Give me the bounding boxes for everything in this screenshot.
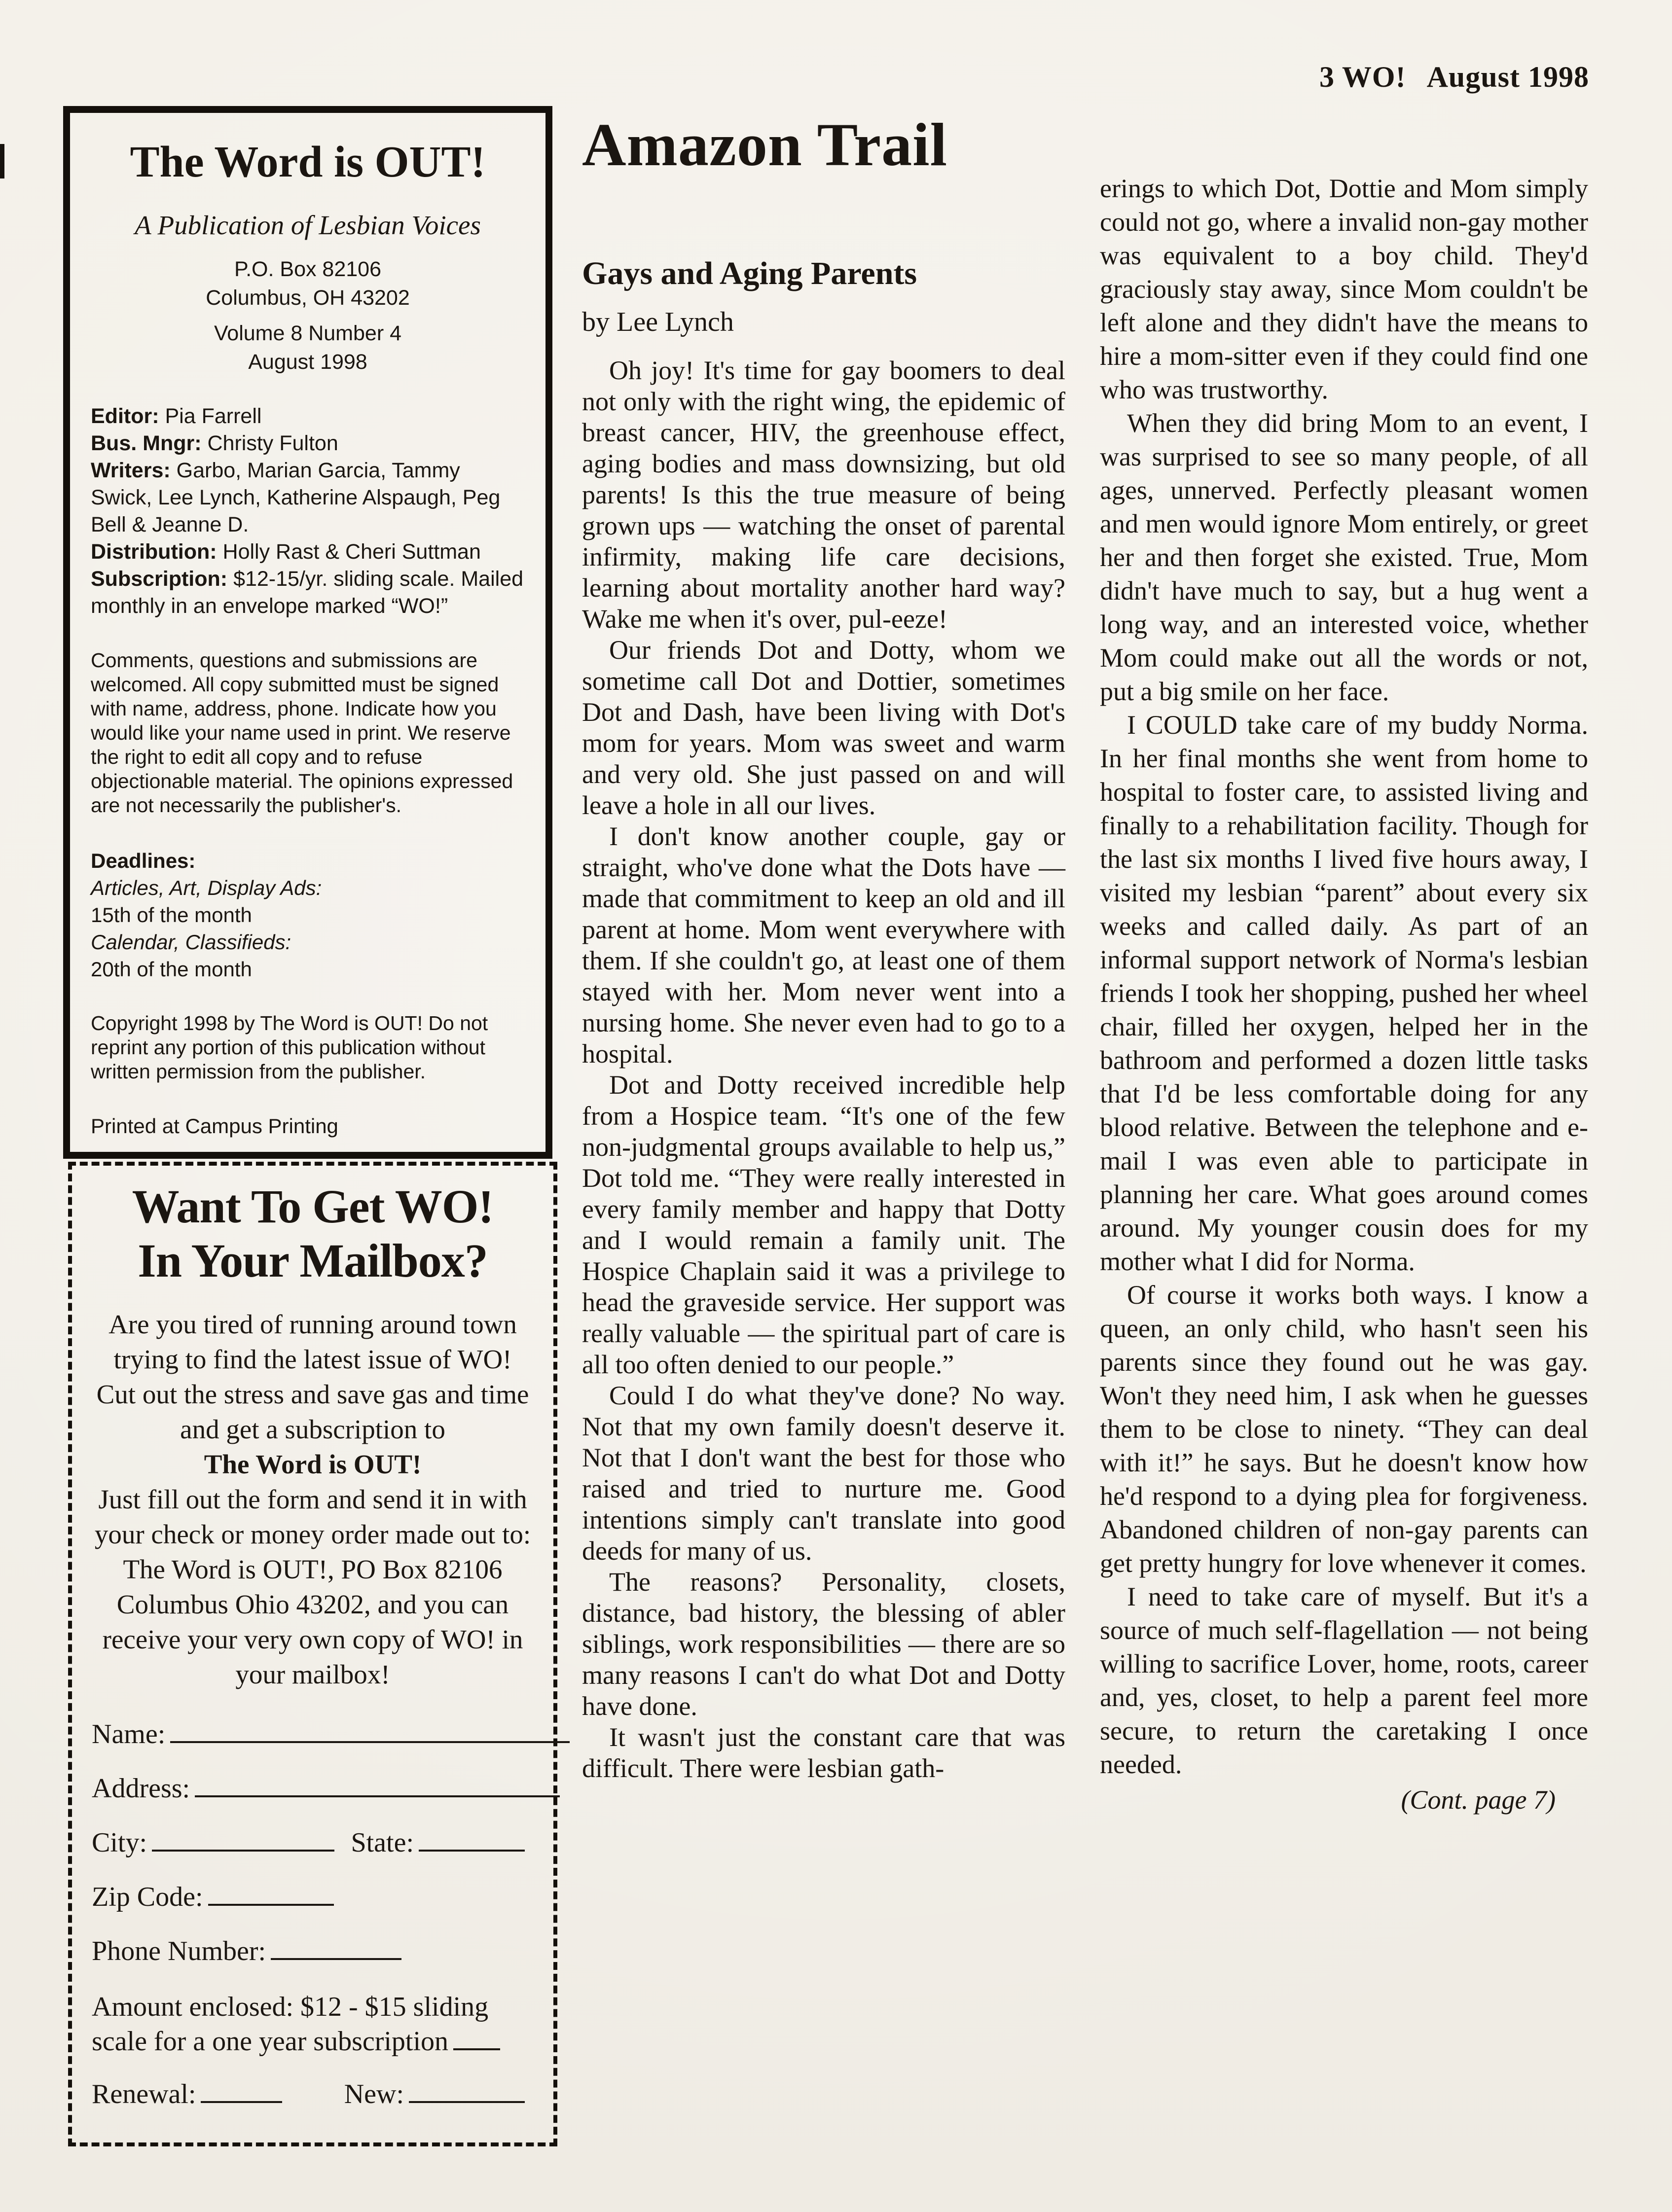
state-blank xyxy=(419,1850,525,1852)
subscription-coupon xyxy=(68,1162,557,2146)
form-field-renewal-new xyxy=(92,2078,534,2110)
zip-label: Zip Code: xyxy=(92,1882,203,1912)
publication-subtitle: A Publication of Lesbian Voices xyxy=(135,210,481,240)
state-label: State: xyxy=(351,1827,414,1858)
staff-list xyxy=(91,403,525,620)
printer-credit: Printed at Campus Printing xyxy=(91,1114,338,1138)
staff-line-editor: Editor: Pia Farrell xyxy=(91,404,262,428)
article-column-2 xyxy=(1100,172,1588,1817)
deadline-category: Articles, Art, Display Ads: xyxy=(91,876,322,899)
renewal-label: Renewal: xyxy=(92,2079,196,2109)
zip-blank xyxy=(208,1904,334,1906)
page-number: 3 WO! xyxy=(1319,61,1406,93)
scan-edge-artifact xyxy=(0,144,4,178)
deadline-date: 15th of the month xyxy=(91,903,252,927)
coupon-instructions: Just fill out the form and send it in with your check or money order made out to: The Word is OUT!, PO Box 82106 Columbus Ohio 43202, and you can receive your very own copy of WO! in your mailbox! xyxy=(94,1484,531,1689)
article-subtitle: Gays and Aging Parents xyxy=(582,255,917,291)
coupon-pitch: Are you tired of running around town trying to find the latest issue of WO! Cut out the stress and save gas and time and get a subscription to xyxy=(96,1309,529,1444)
form-field-city-state xyxy=(92,1827,534,1858)
renewal-group xyxy=(92,2078,282,2110)
address-blank xyxy=(195,1795,560,1797)
article-paragraph: Our friends Dot and Dotty, whom we sometime call Dot and Dottier, sometimes Dot and Dash, have been living with Dot's mom for years. Mom was sweet and warm and very old. She just passed on and will leave a hole in all our lives. xyxy=(582,635,1065,820)
city-group xyxy=(92,1827,334,1858)
form-field-amount xyxy=(92,1990,534,2059)
address-line: Columbus, OH 43202 xyxy=(206,286,410,310)
article-paragraph: I don't know another couple, gay or straight, who've done what the Dots have — made that commitment to keep an old and ill parent at home. Mom went everywhere with them. If she couldn't go, at least one of them stayed with her. Mom never went into a nursing home. She never even had to go to a hospital. xyxy=(582,821,1065,1069)
article-byline: by Lee Lynch xyxy=(582,307,734,337)
staff-line-distribution: Distribution: Holly Rast & Cheri Suttman xyxy=(91,540,481,564)
article-paragraph: erings to which Dot, Dottie and Mom simply could not go, where a invalid non-gay mother was equivalent to a boy child. They'd graciously stay away, since Mom couldn't be left alone and they didn't have the means to hire a mom-sitter even if they could find one who was trustworthy. xyxy=(1100,174,1588,404)
article-paragraph: I COULD take care of my buddy Norma. In her final months she went from home to hospital to foster care, to assisted living and finally to a rehabilitation facility. Though for the last six months I lived five hours away, I visited my lesbian “parent” about every six weeks and called daily. As part of an informal support network of Norma's lesbian friends I took her shopping, pushed her wheel chair, filled her oxygen, helped her in the bathroom and performed a dozen little tasks that I'd be less comfortable doing for any blood relative. Between the telephone and e-mail I was even able to participate in planning her care. What goes around comes around. My younger cousin does for my mother what I did for Norma. xyxy=(1100,710,1588,1276)
coupon-title xyxy=(92,1179,534,1288)
amount-blank xyxy=(453,2048,500,2050)
submissions-policy: Comments, questions and submissions are welcomed. All copy submitted must be signed with name, address, phone. Indicate how you would like your name used in print. We reserve the right to edit all copy and to refuse objectionable material. The opinions expressed are not necessarily the publisher's. xyxy=(91,649,513,817)
article-paragraph: I need to take care of myself. But it's a source of much self-flagellation — not being willing to sacrifice Lover, home, roots, career and, yes, closet, to help a parent feel more secure, to return the caretaking I once needed. xyxy=(1100,1582,1588,1779)
copyright-notice: Copyright 1998 by The Word is OUT! Do not reprint any portion of this publication without written permission from the publisher. xyxy=(91,1012,488,1083)
phone-label: Phone Number: xyxy=(92,1936,266,1966)
form-field-name xyxy=(92,1718,534,1750)
deadline-category: Calendar, Classifieds: xyxy=(91,930,291,954)
city-label: City: xyxy=(92,1827,147,1858)
form-field-zip xyxy=(92,1881,534,1913)
deadline-date: 20th of the month xyxy=(91,958,252,981)
article-column-1 xyxy=(582,113,1065,1784)
article-paragraph: Could I do what they've done? No way. Not that my own family doesn't deserve it. Not that I don't want the best for those who raised and tried to nurture me. Good intentions simply can't translate into good deeds for many of us. xyxy=(582,1381,1065,1566)
deadlines-section xyxy=(91,847,525,983)
article-paragraph: Dot and Dotty received incredible help from a Hospice team. “It's one of the few non-judgmental groups available to help us,” Dot told me. “They were really interested in every family member and happy that Dotty and I would remain a family unit. The Hospice Chaplain said it was a privilege to head the graveside service. Her support was really valuable — the spiritual part of care is all too often denied to our people.” xyxy=(582,1070,1065,1379)
new-label: New: xyxy=(344,2079,404,2109)
page-header xyxy=(1319,60,1589,94)
form-field-address xyxy=(92,1773,534,1804)
coupon-fields xyxy=(92,1718,534,2110)
staff-line-writers: Writers: Garbo, Marian Garcia, Tammy Swick, Lee Lynch, Katherine Alspaugh, Peg Bell & Jeanne D. xyxy=(91,459,501,536)
coupon-pitch-title: The Word is OUT! xyxy=(204,1449,422,1479)
form-field-phone xyxy=(92,1935,534,1967)
article-paragraph: The reasons? Personality, closets, distance, bad history, the blessing of abler siblings, work responsibilities — there are so many reasons I can't do what Dot and Dotty have done. xyxy=(582,1567,1065,1721)
address-line: P.O. Box 82106 xyxy=(234,257,382,281)
issue-volume: Volume 8 Number 4 xyxy=(214,321,402,345)
staff-line-busmngr: Bus. Mngr: Christy Fulton xyxy=(91,431,338,455)
publication-title: The Word is OUT! xyxy=(130,138,486,186)
masthead-box xyxy=(63,106,552,1159)
renewal-blank xyxy=(201,2101,282,2103)
article-paragraph: Of course it works both ways. I know a queen, an only child, who hasn't seen his parents since they found out he was gay. Won't they need him, I ask when he guesses them to be close to ninety. “They can deal with it!” he says. But he doesn't know how he'd respond to a dying plea for forgiveness. Abandoned children of non-gay parents can get pretty hungry for love whenever it comes. xyxy=(1100,1280,1588,1578)
city-blank xyxy=(152,1850,334,1852)
deadlines-label: Deadlines: xyxy=(91,849,196,872)
article-paragraph: It wasn't just the constant care that was difficult. There were lesbian gath- xyxy=(582,1722,1065,1783)
continuation-note: (Cont. page 7) xyxy=(1401,1785,1556,1815)
coupon-title-line: Want To Get WO! xyxy=(132,1180,494,1233)
article-title: Amazon Trail xyxy=(582,111,948,178)
new-blank xyxy=(409,2101,525,2103)
name-blank xyxy=(170,1741,570,1743)
state-group xyxy=(351,1827,525,1858)
coupon-title-line: In Your Mailbox? xyxy=(138,1234,488,1287)
name-label: Name: xyxy=(92,1719,166,1749)
phone-blank xyxy=(271,1958,401,1960)
staff-line-subscription: Subscription: $12-15/yr. sliding scale. Mailed monthly in an envelope marked “WO!” xyxy=(91,567,524,618)
article-paragraph: Oh joy! It's time for gay boomers to deal not only with the right wing, the epidemic of breast cancer, HIV, the greenhouse effect, aging bodies and mass downsizing, but old parents! Is this the true measure of being grown ups — watching the onset of parental infirmity, making life care decisions, learning about mortality another hard way? Wake me when it's over, pul-eeze! xyxy=(582,356,1065,634)
issue-info xyxy=(91,319,525,376)
new-group xyxy=(344,2078,525,2110)
article-paragraph: When they did bring Mom to an event, I was surprised to see so many people, of all ages, unnerved. Perfectly pleasant women and men would ignore Mom entirely, or greet her and then forget she existed. True, Mom didn't have much to say, but a hug went a long way, and an interested voice, whether Mom could make out all the words or not, put a big smile on her face. xyxy=(1100,408,1588,706)
issue-date: August 1998 xyxy=(248,350,367,374)
article-body xyxy=(582,355,1065,1784)
amount-label: Amount enclosed: $12 - $15 sliding scale for a one year subscription xyxy=(92,1992,489,2057)
address-label: Address: xyxy=(92,1773,190,1804)
publication-address xyxy=(91,255,525,312)
page-date: August 1998 xyxy=(1426,61,1589,93)
